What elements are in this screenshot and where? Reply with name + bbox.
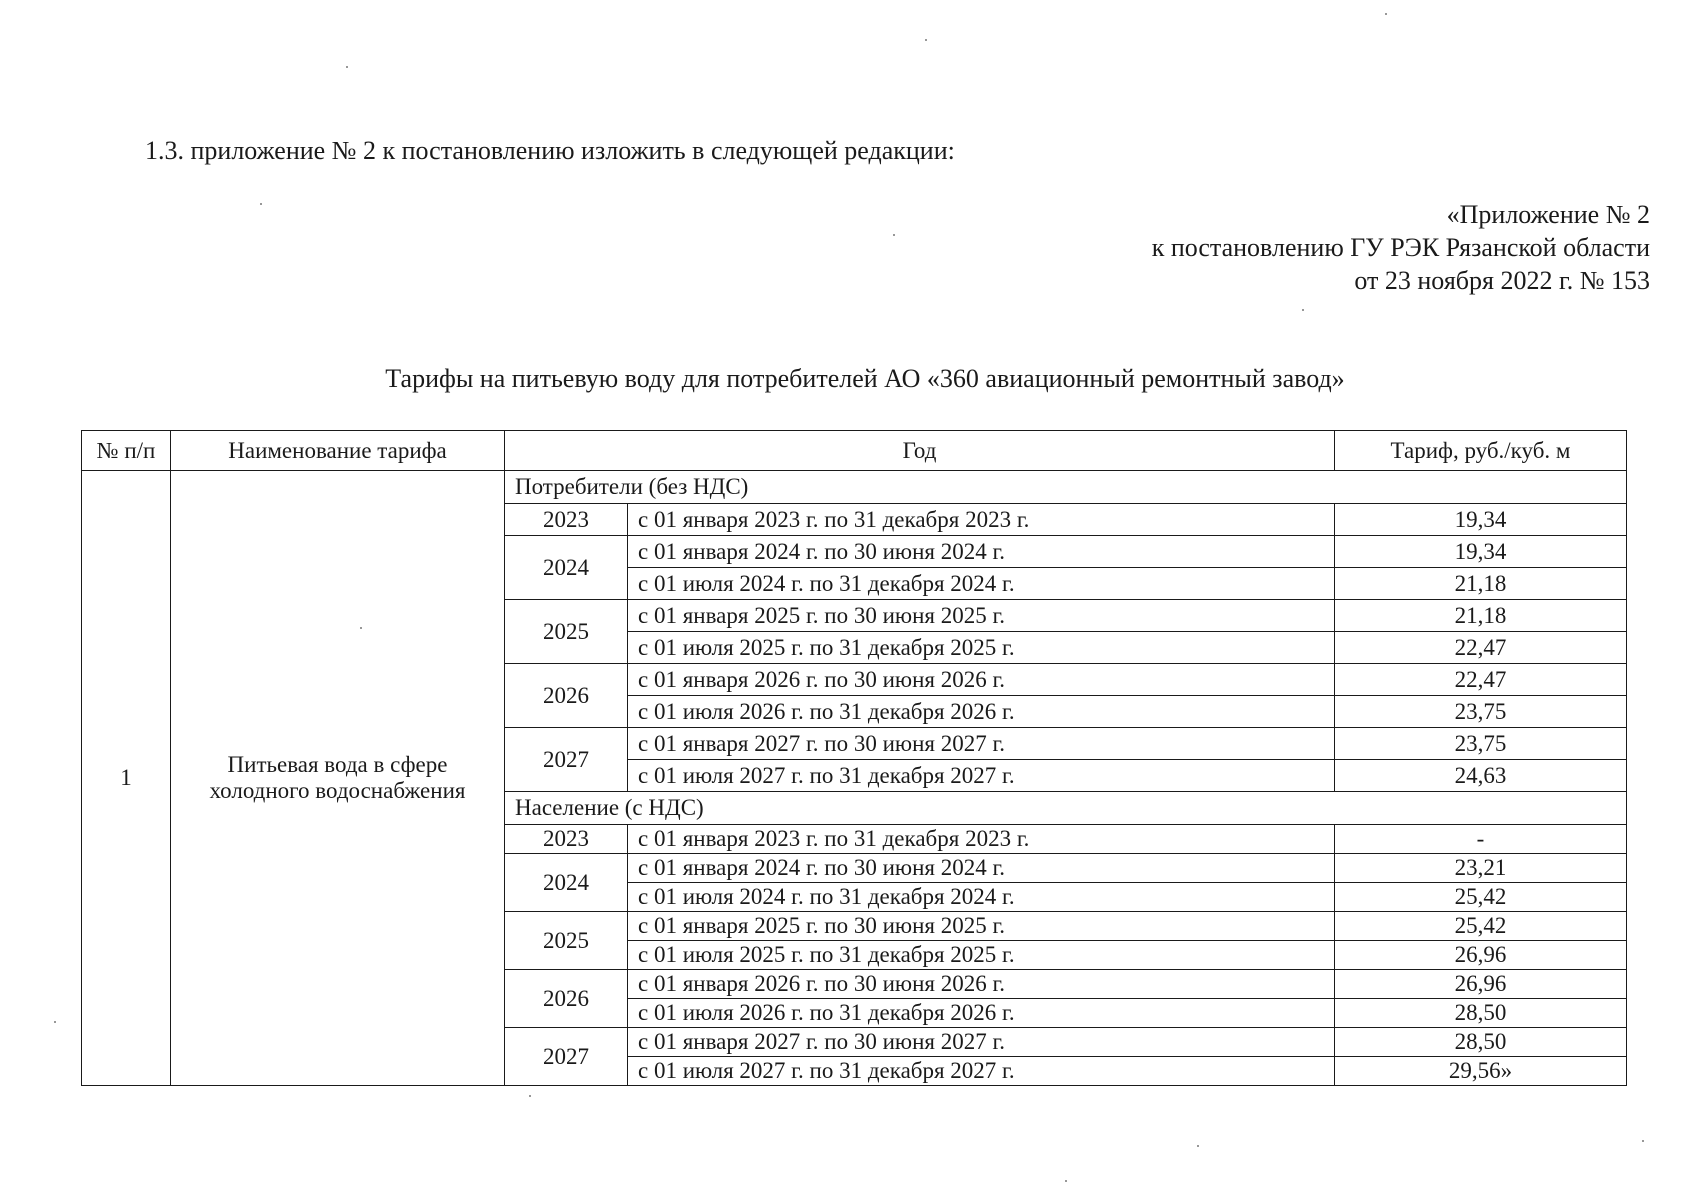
tariff-value: 23,75 — [1335, 696, 1627, 728]
tariff-value: 22,47 — [1335, 632, 1627, 664]
tariff-value: 19,34 — [1335, 504, 1627, 536]
period-cell: с 01 июля 2026 г. по 31 декабря 2026 г. — [628, 999, 1335, 1028]
year-cell: 2025 — [505, 912, 628, 970]
year-cell: 2026 — [505, 664, 628, 728]
appendix-line-3: от 23 ноября 2022 г. № 153 — [1354, 266, 1650, 295]
period-cell: с 01 июля 2026 г. по 31 декабря 2026 г. — [628, 696, 1335, 728]
period-cell: с 01 июля 2025 г. по 31 декабря 2025 г. — [628, 941, 1335, 970]
scan-speck — [925, 39, 927, 41]
table-title: Тарифы на питьевую воду для потребителей АО «360 авиационный ремонтный завод» — [385, 364, 1345, 393]
tariff-value: 29,56» — [1335, 1057, 1627, 1086]
header-name: Наименование тарифа — [171, 431, 505, 471]
group-label: Население (с НДС) — [505, 792, 1627, 825]
tariff-value: 26,96 — [1335, 941, 1627, 970]
tariff-value: 24,63 — [1335, 760, 1627, 792]
year-cell: 2023 — [505, 825, 628, 854]
tariff-value: 28,50 — [1335, 999, 1627, 1028]
scan-speck — [893, 234, 895, 236]
scan-speck — [346, 66, 348, 68]
scan-speck — [1642, 1140, 1644, 1142]
group-row — [82, 471, 1627, 504]
tariff-value: - — [1335, 825, 1627, 854]
tariff-value: 25,42 — [1335, 883, 1627, 912]
scan-speck — [1385, 13, 1387, 15]
scan-speck — [1197, 1145, 1199, 1147]
period-cell: с 01 января 2023 г. по 31 декабря 2023 г. — [628, 825, 1335, 854]
period-cell: с 01 января 2026 г. по 30 июня 2026 г. — [628, 970, 1335, 999]
header-tariff: Тариф, руб./куб. м — [1335, 431, 1627, 471]
period-cell: с 01 июля 2027 г. по 31 декабря 2027 г. — [628, 760, 1335, 792]
scan-speck — [260, 203, 262, 205]
scan-speck — [529, 1095, 531, 1097]
intro-paragraph: 1.3. приложение № 2 к постановлению изложить в следующей редакции: — [145, 136, 955, 165]
tariff-value: 23,75 — [1335, 728, 1627, 760]
header-year: Год — [505, 431, 1335, 471]
header-num: № п/п — [82, 431, 171, 471]
tariff-value: 25,42 — [1335, 912, 1627, 941]
table-body — [82, 471, 1627, 1086]
period-cell: с 01 января 2027 г. по 30 июня 2027 г. — [628, 1028, 1335, 1057]
year-cell: 2023 — [505, 504, 628, 536]
appendix-line-1: «Приложение № 2 — [1446, 200, 1650, 229]
period-cell: с 01 июля 2027 г. по 31 декабря 2027 г. — [628, 1057, 1335, 1086]
period-cell: с 01 января 2025 г. по 30 июня 2025 г. — [628, 912, 1335, 941]
group-label: Потребители (без НДС) — [505, 471, 1627, 504]
year-cell: 2027 — [505, 1028, 628, 1086]
year-cell: 2027 — [505, 728, 628, 792]
tariff-value: 19,34 — [1335, 536, 1627, 568]
year-cell: 2025 — [505, 600, 628, 664]
period-cell: с 01 января 2023 г. по 31 декабря 2023 г. — [628, 504, 1335, 536]
year-cell: 2026 — [505, 970, 628, 1028]
tariff-name: Питьевая вода в сфере холодного водоснабжения — [171, 471, 505, 1086]
period-cell: с 01 января 2026 г. по 30 июня 2026 г. — [628, 664, 1335, 696]
table-header-row — [82, 431, 1627, 471]
scan-speck — [1065, 1180, 1067, 1182]
tariff-value: 22,47 — [1335, 664, 1627, 696]
tariff-value: 28,50 — [1335, 1028, 1627, 1057]
appendix-line-2: к постановлению ГУ РЭК Рязанской области — [1151, 233, 1650, 262]
period-cell: с 01 января 2027 г. по 30 июня 2027 г. — [628, 728, 1335, 760]
tariff-value: 26,96 — [1335, 970, 1627, 999]
tariff-value: 23,21 — [1335, 854, 1627, 883]
tariff-table — [81, 430, 1627, 1086]
period-cell: с 01 января 2024 г. по 30 июня 2024 г. — [628, 854, 1335, 883]
row-number: 1 — [82, 471, 171, 1086]
scan-speck — [360, 627, 362, 629]
year-cell: 2024 — [505, 854, 628, 912]
period-cell: с 01 января 2025 г. по 30 июня 2025 г. — [628, 600, 1335, 632]
tariff-value: 21,18 — [1335, 600, 1627, 632]
period-cell: с 01 июля 2024 г. по 31 декабря 2024 г. — [628, 883, 1335, 912]
period-cell: с 01 июля 2024 г. по 31 декабря 2024 г. — [628, 568, 1335, 600]
scan-speck — [1302, 309, 1304, 311]
appendix-header — [1152, 198, 1650, 297]
year-cell: 2024 — [505, 536, 628, 600]
period-cell: с 01 января 2024 г. по 30 июня 2024 г. — [628, 536, 1335, 568]
tariff-value: 21,18 — [1335, 568, 1627, 600]
period-cell: с 01 июля 2025 г. по 31 декабря 2025 г. — [628, 632, 1335, 664]
scan-speck — [54, 1021, 56, 1023]
